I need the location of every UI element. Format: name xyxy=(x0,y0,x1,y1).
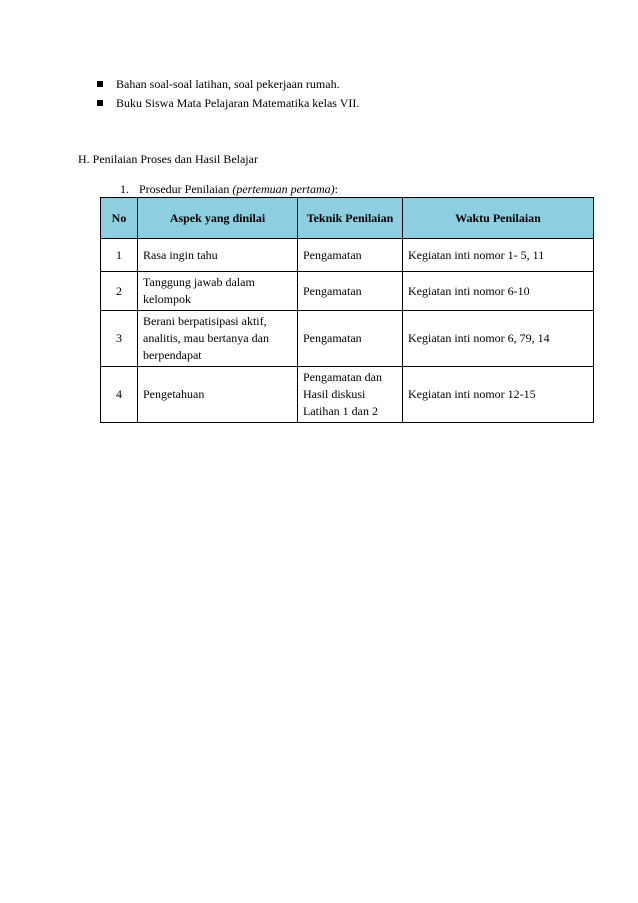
cell-no: 3 xyxy=(101,311,138,367)
subsection-italic: (pertemuan pertama) xyxy=(232,182,335,196)
cell-technique: Pengamatan xyxy=(298,272,403,311)
list-item-text: Bahan soal-soal latihan, soal pekerjaan rumah. xyxy=(116,77,340,91)
cell-time: Kegiatan inti nomor 1- 5, 11 xyxy=(403,239,594,272)
square-bullet-icon xyxy=(97,100,103,106)
column-header-technique: Teknik Penilaian xyxy=(298,198,403,239)
cell-no: 2 xyxy=(101,272,138,311)
table-row xyxy=(101,272,594,311)
subsection-heading xyxy=(120,181,338,197)
subsection-suffix: : xyxy=(334,182,338,196)
column-header-no: No xyxy=(101,198,138,239)
cell-technique: Pengamatan xyxy=(298,311,403,367)
cell-aspect: Berani berpatisipasi aktif, analitis, mau bertanya dan berpendapat xyxy=(138,311,298,367)
cell-aspect: Rasa ingin tahu xyxy=(138,239,298,272)
cell-aspect: Tanggung jawab dalam kelompok xyxy=(138,272,298,311)
list-item xyxy=(97,75,359,94)
subsection-number: 1. xyxy=(120,182,129,196)
cell-time: Kegiatan inti nomor 12-15 xyxy=(403,367,594,423)
cell-technique: Pengamatan dan Hasil diskusi Latihan 1 dan 2 xyxy=(298,367,403,423)
cell-time: Kegiatan inti nomor 6-10 xyxy=(403,272,594,311)
square-bullet-icon xyxy=(97,81,103,87)
materials-list xyxy=(97,75,359,113)
table-row xyxy=(101,311,594,367)
subsection-text: Prosedur Penilaian xyxy=(139,182,233,196)
cell-no: 4 xyxy=(101,367,138,423)
cell-time: Kegiatan inti nomor 6, 79, 14 xyxy=(403,311,594,367)
cell-aspect: Pengetahuan xyxy=(138,367,298,423)
cell-technique: Pengamatan xyxy=(298,239,403,272)
list-item xyxy=(97,94,359,113)
table-row xyxy=(101,367,594,423)
list-item-text: Buku Siswa Mata Pelajaran Matematika kelas VII. xyxy=(116,96,360,110)
table-header-row xyxy=(101,198,594,239)
column-header-aspect: Aspek yang dinilai xyxy=(138,198,298,239)
assessment-table xyxy=(100,197,594,423)
table-row xyxy=(101,239,594,272)
column-header-time: Waktu Penilaian xyxy=(403,198,594,239)
cell-no: 1 xyxy=(101,239,138,272)
section-heading: H. Penilaian Proses dan Hasil Belajar xyxy=(78,152,258,166)
